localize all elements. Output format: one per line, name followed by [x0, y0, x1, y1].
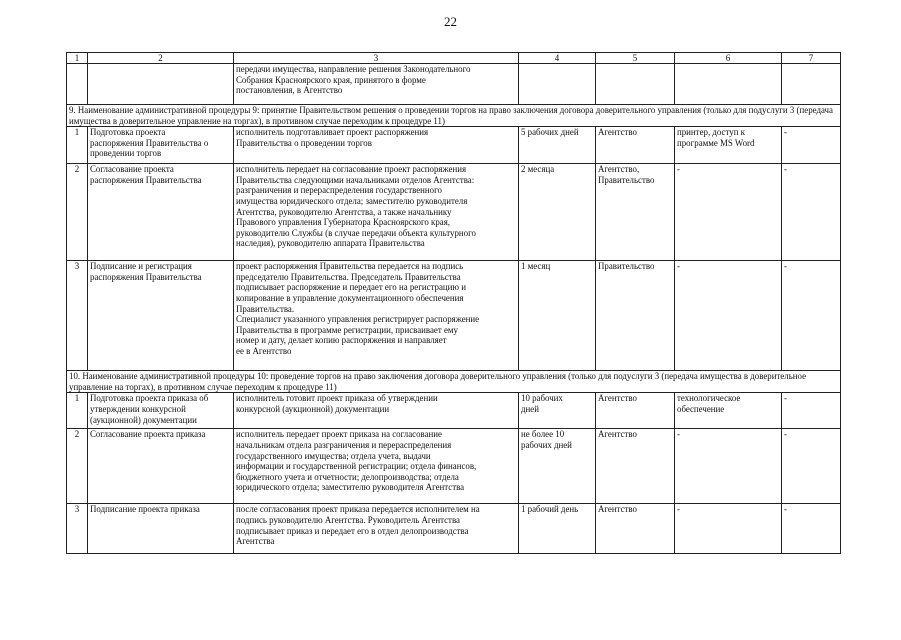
- cell-description: исполнитель передает проект приказа на согласование начальникам отдела разграничения и перераспределения государственного имущества; отдела учета, выдачи информации и государственной регистрации; отдела финансов, бюджетного учета и отчетности; делопроизводства; отдела юридического отдела; заместителю руководителя Агентства: [234, 429, 519, 504]
- table-row: [67, 261, 841, 371]
- cell-step-name: Подготовка проекта распоряжения Правительства о проведении торгов: [88, 127, 234, 164]
- cell-empty: [596, 64, 675, 105]
- section-title-row: [67, 371, 841, 393]
- table-row: [67, 393, 841, 429]
- cell-term: 1 рабочий день: [519, 504, 596, 554]
- cell-term: не более 10 рабочих дней: [519, 429, 596, 504]
- row-number: 2: [67, 429, 88, 504]
- table-row: [67, 429, 841, 504]
- cell-resources: -: [675, 164, 782, 261]
- cell-executor: Правительство: [596, 261, 675, 371]
- column-number-row: [67, 53, 841, 64]
- cell-resources: принтер, доступ к программе MS Word: [675, 127, 782, 164]
- cell-empty: [67, 64, 88, 105]
- cell-term: 5 рабочих дней: [519, 127, 596, 164]
- cell-step-name: Согласование проекта приказа: [88, 429, 234, 504]
- column-number: 5: [596, 53, 675, 64]
- row-number: 3: [67, 504, 88, 554]
- cell-resources: -: [675, 429, 782, 504]
- cell-step-name: Подписание и регистрация распоряжения Правительства: [88, 261, 234, 371]
- cell-empty: [519, 64, 596, 105]
- cell-empty: [782, 64, 841, 105]
- cell-forms: -: [782, 393, 841, 429]
- cell-step-name: Подписание проекта приказа: [88, 504, 234, 554]
- cell-description: исполнитель передает на согласование проект распоряжения Правительства следующими начальниками отделов Агентства: разграничения и перераспределения государственного имущества юридического отдела; заместителю руководителя Агентства, руководителю Агентства, а также начальнику Правового управления Губернатора Красноярского края, руководителю Службы (в случае передачи объекта культурного наследия), руководителю аппарата Правительства: [234, 164, 519, 261]
- cell-description: проект распоряжения Правительства передается на подпись председателю Правительства. Председатель Правительства подписывает распоряжение и передает его на регистрацию и копирование в управление документационного обеспечения Правительства. Специалист указанного управления регистрирует распоряжение Правительства в программе регистрации, присваивает ему номер и дату, делает копию распоряжения и направляет ее в Агентство: [234, 261, 519, 371]
- cell-step-name: Подготовка проекта приказа об утверждении конкурсной (аукционной) документации: [88, 393, 234, 429]
- section-title-row: [67, 105, 841, 127]
- table-row: [67, 164, 841, 261]
- cell-description: после согласования проект приказа передается исполнителем на подпись руководителю Агентства. Руководитель Агентства подписывает приказ и передает его в отдел делопроизводства Агентства: [234, 504, 519, 554]
- cell-description: передачи имущества, направление решения Законодательного Собрания Красноярского края, принятого в форме постановления, в Агентство: [234, 64, 519, 105]
- cell-empty: [675, 64, 782, 105]
- cell-description: исполнитель готовит проект приказа об утверждении конкурсной (аукционной) документации: [234, 393, 519, 429]
- cell-term: 1 месяц: [519, 261, 596, 371]
- column-number: 1: [67, 53, 88, 64]
- procedures-table: [66, 52, 841, 554]
- cell-forms: -: [782, 261, 841, 371]
- cell-forms: -: [782, 429, 841, 504]
- column-number: 6: [675, 53, 782, 64]
- cell-executor: Агентство, Правительство: [596, 164, 675, 261]
- continuation-row: [67, 64, 841, 105]
- cell-resources: технологическое обеспечение: [675, 393, 782, 429]
- cell-executor: Агентство: [596, 429, 675, 504]
- column-number: 3: [234, 53, 519, 64]
- cell-term: 2 месяца: [519, 164, 596, 261]
- row-number: 1: [67, 127, 88, 164]
- section-title: 9. Наименование административной процедуры 9: принятие Правительством решения о проведении торгов на право заключения договора доверительного управления (только для подуслуги 3 (передача имущества в доверительное управление на торгах), в противном случае переходим к процедуре 11): [67, 105, 841, 127]
- cell-term: 10 рабочих дней: [519, 393, 596, 429]
- page-number: 22: [444, 14, 457, 29]
- cell-executor: Агентство: [596, 127, 675, 164]
- row-number: 3: [67, 261, 88, 371]
- column-number: 7: [782, 53, 841, 64]
- cell-forms: -: [782, 504, 841, 554]
- cell-empty: [88, 64, 234, 105]
- cell-executor: Агентство: [596, 393, 675, 429]
- table-row: [67, 127, 841, 164]
- cell-forms: -: [782, 164, 841, 261]
- section-title: 10. Наименование административной процедуры 10: проведение торгов на право заключения договора доверительного управления (только для подуслуги 3 (передача имущества в доверительное управление на торгах), в противном случае переходим к процедуре 11): [67, 371, 841, 393]
- row-number: 2: [67, 164, 88, 261]
- cell-forms: -: [782, 127, 841, 164]
- cell-resources: -: [675, 504, 782, 554]
- cell-executor: Агентство: [596, 504, 675, 554]
- cell-resources: -: [675, 261, 782, 371]
- column-number: 2: [88, 53, 234, 64]
- table-row: [67, 504, 841, 554]
- cell-description: исполнитель подготавливает проект распоряжения Правительства о проведении торгов: [234, 127, 519, 164]
- cell-step-name: Согласование проекта распоряжения Правительства: [88, 164, 234, 261]
- column-number: 4: [519, 53, 596, 64]
- row-number: 1: [67, 393, 88, 429]
